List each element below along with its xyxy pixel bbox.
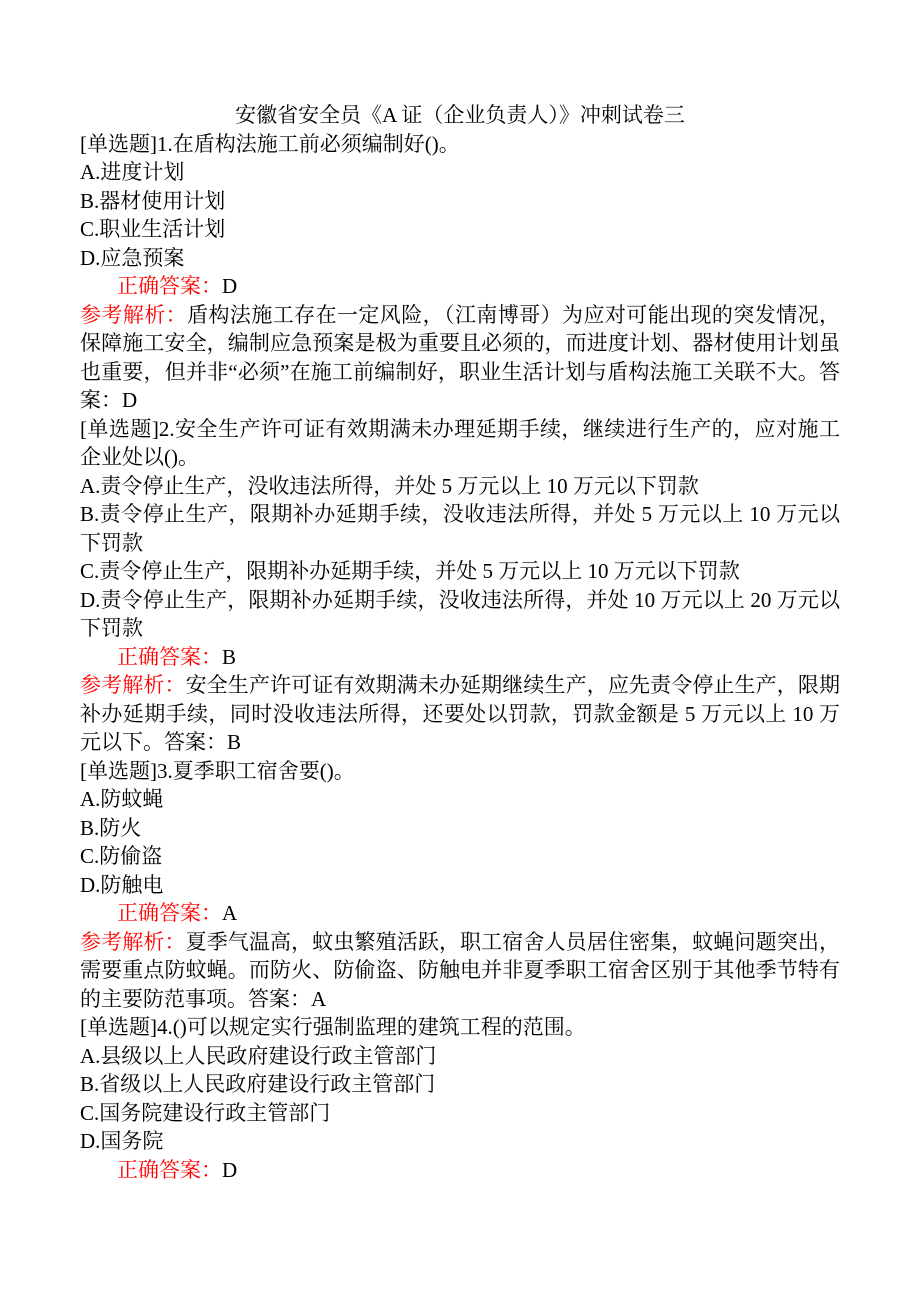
explanation-label: 参考解析： xyxy=(80,302,188,327)
question-1-stem: [单选题]1.在盾构法施工前必须编制好()。 xyxy=(80,131,460,156)
question-3-answer-line xyxy=(80,899,840,928)
question-3-explanation xyxy=(80,928,840,1014)
question-3 xyxy=(80,757,840,1014)
question-4-answer-line xyxy=(80,1156,840,1185)
question-1-option-b: B.器材使用计划 xyxy=(80,188,226,213)
question-2-stem: [单选题]2.安全生产许可证有效期满未办理延期手续，继续进行生产的，应对施工企业处以()。 xyxy=(80,416,840,469)
question-4-option-d: D.国务院 xyxy=(80,1129,164,1153)
explanation-text: 安全生产许可证有效期满未办延期继续生产，应先责令停止生产，限期补办延期手续，同时没收违法所得，还要处以罚款，罚款金额是 5 万元以上 10 万元以下。答案：B xyxy=(80,673,841,754)
question-1-explanation xyxy=(80,301,840,415)
question-3-option-b: B.防火 xyxy=(80,815,142,840)
question-1 xyxy=(80,130,840,415)
correct-answer-label: 正确答案： xyxy=(117,901,222,925)
correct-answer-value: B xyxy=(222,644,237,669)
question-2-option-b: B.责令停止生产，限期补办延期手续，没收违法所得，并处 5 万元以上 10 万元以下罚款 xyxy=(80,502,840,555)
explanation-label: 参考解析： xyxy=(80,929,186,954)
correct-answer-label: 正确答案： xyxy=(117,1157,222,1182)
question-3-option-d: D.防触电 xyxy=(80,872,164,897)
question-2-option-d: D.责令停止生产，限期补办延期手续，没收违法所得，并处 10 万元以上 20 万元以下罚款 xyxy=(80,587,840,640)
explanation-label: 参考解析： xyxy=(80,673,186,697)
question-3-option-a: A.防蚊蝇 xyxy=(80,787,164,811)
question-4-option-b: B.省级以上人民政府建设行政主管部门 xyxy=(80,1072,436,1096)
question-1-option-a: A.进度计划 xyxy=(80,160,185,184)
correct-answer-label: 正确答案： xyxy=(117,644,222,669)
question-3-stem: [单选题]3.夏季职工宿舍要()。 xyxy=(80,758,355,783)
question-1-answer-line xyxy=(80,272,840,301)
question-2 xyxy=(80,415,840,757)
question-2-option-a: A.责令停止生产，没收违法所得，并处 5 万元以上 10 万元以下罚款 xyxy=(80,473,699,498)
correct-answer-value: D xyxy=(222,1157,238,1182)
question-1-option-c: C.职业生活计划 xyxy=(80,217,226,241)
document-title: 安徽省安全员《A 证（企业负责人）》冲刺试卷三 xyxy=(235,103,685,127)
correct-answer-value: A xyxy=(222,901,238,925)
question-1-option-d: D.应急预案 xyxy=(80,245,185,270)
question-4-stem: [单选题]4.()可以规定实行强制监理的建筑工程的范围。 xyxy=(80,1015,586,1039)
question-4-option-a: A.县级以上人民政府建设行政主管部门 xyxy=(80,1043,437,1068)
question-3-option-c: C.防偷盗 xyxy=(80,844,163,868)
question-4 xyxy=(80,1013,840,1184)
explanation-text: 夏季气温高，蚊虫繁殖活跃，职工宿舍人员居住密集，蚊蝇问题突出，需要重点防蚊蝇。而防火、防偷盗、防触电并非夏季职工宿舍区别于其他季节特有的主要防范事项。答案：A xyxy=(80,929,841,1011)
question-4-option-c: C.国务院建设行政主管部门 xyxy=(80,1100,331,1125)
correct-answer-label: 正确答案： xyxy=(117,274,222,298)
correct-answer-value: D xyxy=(222,274,238,298)
question-2-option-c: C.责令停止生产，限期补办延期手续，并处 5 万元以上 10 万元以下罚款 xyxy=(80,559,740,583)
explanation-text: 盾构法施工存在一定风险，（江南博哥）为应对可能出现的突发情况，保障施工安全，编制应急预案是极为重要且必须的，而进度计划、器材使用计划虽也重要，但并非“必须”在施工前编制好，职业生活计划与盾构法施工关联不大。答案：D xyxy=(80,302,841,412)
question-2-explanation xyxy=(80,671,840,757)
question-2-answer-line xyxy=(80,643,840,672)
